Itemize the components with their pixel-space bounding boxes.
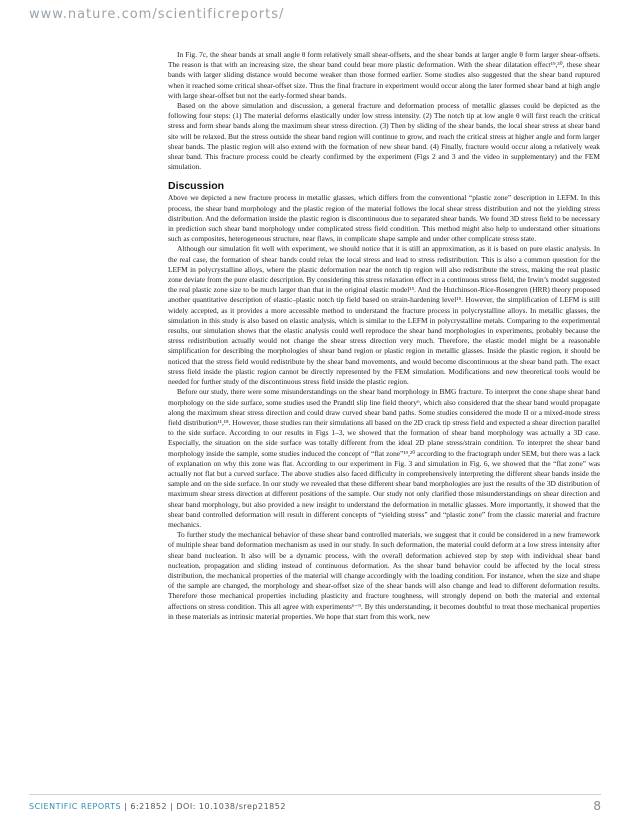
article-body xyxy=(168,50,600,622)
journal-name: SCIENTIFIC REPORTS xyxy=(29,802,122,811)
paragraph-framework: To further study the mechanical behavior of these shear band controlled materials, we suggest that it could be considered in a new framework of multiple shear band deformation mechanism as used in our study. In such deformation, the material could deform at a low stress intensity after shear band nucleation. It also will be a dynamic process, with the overall deformation achieved step by step with individual shear band nucleation, propagation and sliding instead of continuous deformation. As the shear band behavior could be affected by the local stress distribution, the mechanical properties of the material will change accordingly with the loading condition. For instance, when the size and shape of the sample are changed, the morphology and shear-offset size of the shear bands will also change and lead to different deformation results. Therefore those mechanical properties including plasticity and fracture toughness, will strongly depend on both the material and external affections on stress condition. This all agree with experiments⁶⁻⁹. By this understanding, it becomes doubtful to treat those mechanical properties in these materials as intrinsic material properties. We hope that start from this work, new xyxy=(168,530,600,621)
page-header xyxy=(0,0,640,36)
doi-citation: | 6:21852 | DOI: 10.1038/srep21852 xyxy=(121,802,286,811)
paragraph-discussion-intro: Above we depicted a new fracture process in metallic glasses, which differs from the conventional “plastic zone” description in LEFM. In this process, the shear band morphology and the plastic region of the material follows the local shear stress distribution and not the yielding stress distribution. And the deformation inside the plastic region is discontinuous due to separated shear bands. We found 3D stress field to be necessary in prediction such shear band morphology under complicated stress field condition. This method might also help to understand other situations such as composites, heterogeneous structure, near flaws, in complicate shape sample and under other complicate stress state. xyxy=(168,193,600,244)
page-footer xyxy=(29,800,601,820)
footer-citation xyxy=(29,802,286,811)
paragraph-approximation: Although our simulation fit well with experiment, we should notice that it is still an approximation, as it is based on pure elastic analysis. In the real case, the formation of shear bands could relax the local stress and lead to stress redistribution. This is also a common question for the LEFM in polycrystalline alloys, where the plastic deformation near the notch tip region will also redistribute the stress, making the real plastic zone deviate from the pure elastic description. By considering this stress relaxation effect in a continuous stress field, the Irwin’s model suggested the real plastic zone size to be much larger than that in the original elastic model¹⁵. And the Hutchinson-Rice-Rosengren (HRR) theory proposed another quantitative description of elastic–plastic notch tip field based on strain-hardening level¹⁵. However, the simplification of LEFM is still widely accepted, as it provides a more accessible method to understand the fracture process in polycrystalline alloys. In metallic glasses, the simulation in this study is also based on elastic analysis, which is similar to the LEFM in polycrystalline metals. Comparing to the experimental results, our simulation shows that the elastic analysis could well reproduce the shear band morphologies in experiments, probably because the stress redistribution actually would not change the shear stress direction very much. Therefore, the elastic model might be a reasonable simplification for describing the morphologies of shear band region or plastic region in metallic glasses. Inside the plastic region, it should be noticed that the stress field would redistribute by the shear band movements, and would become discontinuous at the shear band path. The exact stress field inside the plastic region cannot be directly represented by the FEM simulation. Modifications and new theoretical tools would be needed for further study of the discontinuous stress field inside the plastic region. xyxy=(168,244,600,387)
paragraph-fracture-offsets: In Fig. 7c, the shear bands at small angle θ form relatively small shear-offsets, and the shear bands at larger angle θ form larger shear-offsets. The reason is that with an increasing size, the shear band could bear more plastic deformation. With the shear dilatation effect¹⁹,³⁰, these shear bands with larger sliding distance would become weaker than those formed earlier. Some studies also suggested that the shear band ruptured when it reached some critical shear-offset size. Thus the final fracture in experiment would occur along the later formed shear band at high angle with large shear-offset but not the early-formed shear bands. xyxy=(168,50,600,100)
site-url[interactable]: www.nature.com/scientificreports/ xyxy=(29,7,285,22)
paragraph-misunderstandings: Before our study, there were some misunderstandings on the shear band morphology in BMG fracture. To interpret the cone shape shear band morphology on the side surface, some studies used the Prandtl slip line field theory⁶, which also considered that the shear band would propagate along the maximum shear stress direction and could draw curved shear band paths. Some studies considered the mode II or a mixed-mode stress field distribution¹¹,¹⁸. However, those studies ran their simulations all based on the 2D crack tip stress field and expected a shear direction parallel to the side surface. According to our results in Figs 1–3, we showed that the formation of shear band morphology was actually a 3D case. Especially, the situation on the side surface was totally different from the ideal 2D plane stress/strain condition. To interpret the shear band morphology inside the sample, some studies induced the concept of “flat zone”¹⁹,²⁰ according to the fractograph under SEM, but there was a lack of explanation on why this zone was flat. According to our experiment in Fig. 3 and simulation in Fig. 6, we showed that the “flat zone” was actually not flat but a curved surface. The above studies also faced difficulty in comprehensively interpreting the different shear bands inside the sample and on the side surface. In our study we revealed that these different shear band morphologies are just the results of the 3D distribution of maximum shear stress direction at different positions of the sample. Our study not only clarified those misunderstandings on shear direction and shear band morphology, but also provided a new insight to understand the deformation in metallic glasses. More importantly, it showed that the shear band controlled deformation will result in different concepts of “yielding stress” and “plastic zone” from the classic material and fracture mechanics. xyxy=(168,387,600,529)
paragraph-fracture-steps: Based on the above simulation and discussion, a general fracture and deformation process of metallic glasses could be depicted as the following four steps: (1) The material deforms elastically under low stress intensity. (2) The notch tip at low angle θ will first reach the critical stress and form shear bands along the maximum shear stress direction. (3) Then by sliding of the shear bands, the local shear stress at shear band site will be relaxed. But the stress outside the shear band region will continue to grow, and reach the critical stress at higher angle and form larger shear bands. The plastic region will also extend with the formation of new shear band. (4) Finally, fracture would occur along a relatively weak shear band. This fracture process could be clearly confirmed by the experiment (Figs 2 and 3 and the video in supplementary) and the FEM simulation. xyxy=(168,101,600,172)
footer-divider xyxy=(29,794,601,795)
section-heading-discussion: Discussion xyxy=(168,180,225,193)
page-number: 8 xyxy=(593,799,601,813)
